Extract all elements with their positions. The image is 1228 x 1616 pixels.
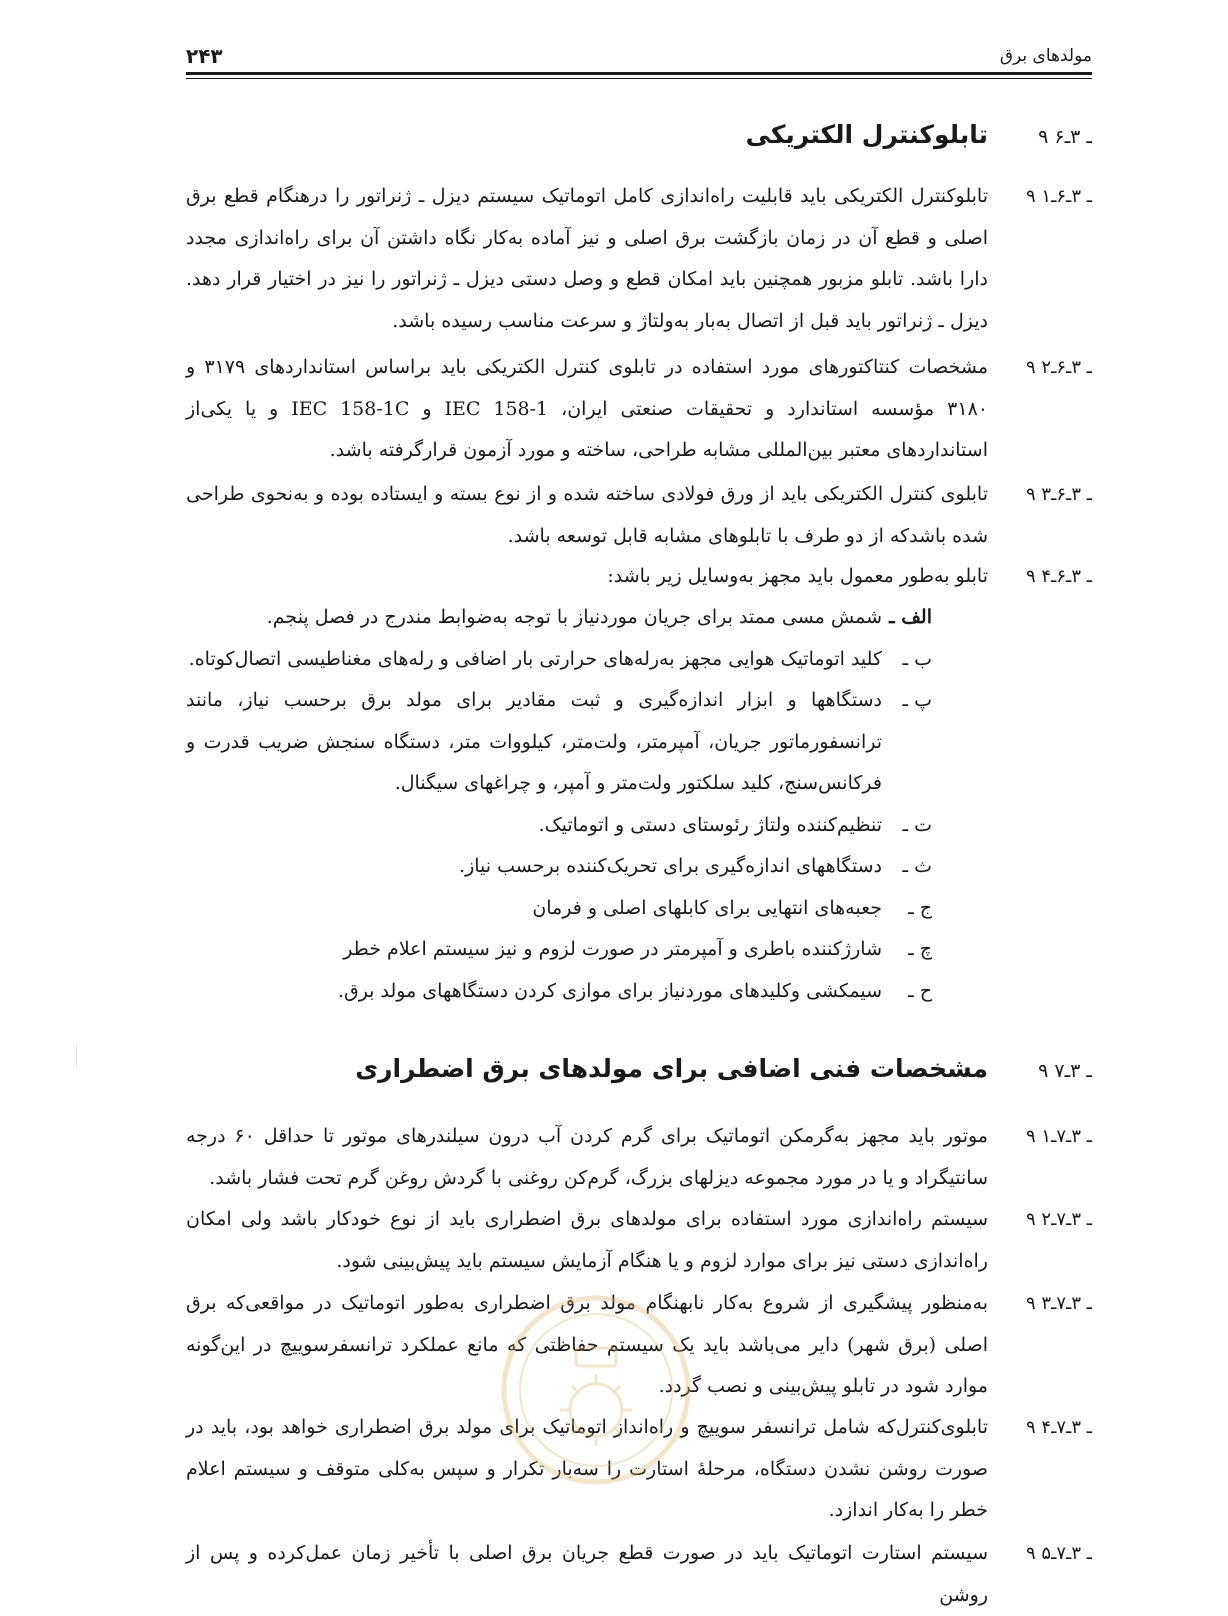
item-text: سیمکشی وکلیدهای موردنیاز برای موازی کردن دستگاههای مولد برق.: [337, 979, 882, 1002]
clause: [186, 556, 1092, 598]
item-marker: پ ـ: [902, 689, 932, 711]
item-text: جعبه‌های انتهایی برای کابلهای اصلی و فرمان: [532, 896, 882, 919]
clause-text: سیستم راه‌اندازی مورد استفاده برای مولدهای برق اضطراری باید از نوع خودکار باشد ولی امکان راه‌اندازی دستی نیز برای موارد لزوم و یا هنگام آزمایش سیستم باید پیش‌بینی شود.: [186, 1208, 988, 1272]
watermark-seal-icon: [496, 1290, 696, 1490]
list-item: [186, 929, 1092, 971]
list-item: [186, 846, 1092, 888]
clause: [186, 1533, 1092, 1616]
equipment-list: [186, 597, 1092, 1012]
list-item: [186, 680, 1092, 805]
clause-number: ۹ ـ ۳ـ۶ـ۴: [1026, 566, 1092, 587]
clause-text: تابلوی‌کنترل‌که شامل ترانسفر سوییچ و راه‌انداز اتوماتیک برای مولد برق اضطراری خواهد بود، باید در صورت روشن نشدن دستگاه، مرحلهٔ استارت را سه‌بار تکرار و سپس به‌کلی متوقف و سیستم اعلام خطر را به‌کار اندازد.: [186, 1416, 988, 1521]
clause-number: ۹ ـ ۳ـ۶ـ۱: [1026, 186, 1092, 207]
clause-text: تابلو به‌طور معمول باید مجهز به‌وسایل زیر باشد:: [607, 565, 988, 587]
list-item: [186, 639, 1092, 681]
list-item: [186, 597, 1092, 639]
clause-number: ۹ ـ ۳ـ۷ـ۲: [1026, 1209, 1092, 1230]
list-item: [186, 805, 1092, 847]
clause-number: ۹ ـ ۳ـ۶ـ۳: [1026, 484, 1092, 505]
section-title: مشخصات فنی اضافی برای مولدهای برق اضطراری: [355, 1054, 988, 1083]
clause: [186, 347, 1092, 472]
list-item: [186, 888, 1092, 930]
item-text: دستگاهها و ابزار اندازه‌گیری و ثبت مقادیر برای مولد برق برحسب نیاز، مانند ترانسفورماتور جریان، آمپرمتر، ولت‌متر، کیلووات متر، دستگاه سنجش ضریب قدرت و فرکانس‌سنج، کلید سلکتور ولت‌متر و آمپر، و چراغهای سیگنال.: [186, 689, 882, 794]
scan-mark: [76, 1044, 77, 1068]
clause: [186, 176, 1092, 342]
section-number: ۹ ـ ۳ـ۷: [1038, 1060, 1092, 1082]
page-number: ۲۴۳: [186, 44, 223, 68]
clause-text: سیستم استارت اتوماتیک باید در صورت قطع جریان برق اصلی با تأخیر زمان عمل‌کرده و پس از روشن: [186, 1542, 988, 1606]
item-text: شمش مسی ممتد برای جریان موردنیاز با توجه به‌ضوابط مندرج در فصل پنجم.: [266, 606, 882, 628]
header-rule-thick: [186, 72, 1092, 75]
clause-text: به‌منظور پیشگیری از شروع به‌کار نابهنگام مولد برق اضطراری به‌طور اتوماتیک در مواقعی‌که برق اصلی (برق شهر) دایر می‌باشد باید یک سیستم حفاظتی که مانع عملکرد ترانسفرسوییچ در این‌گونه موارد شود در تابلو پیش‌بینی و نصب گردد.: [186, 1292, 988, 1397]
clause-number: ۹ ـ ۳ـ۷ـ۳: [1026, 1293, 1092, 1314]
item-text: کلید اتوماتیک هوایی مجهز به‌رله‌های حرارتی بار اضافی و رله‌های مغناطیسی اتصال‌کوتاه.: [188, 647, 882, 670]
item-marker: الف ـ: [889, 606, 932, 628]
clause-text: تابلوی کنترل الکتریکی باید از ورق فولادی ساخته شده و از نوع بسته و ایستاده بوده و به‌نحوی طراحی شده باشد‌که از دو طرف با تابلوهای مشابه قابل توسعه باشد.: [186, 483, 988, 547]
section-heading: [186, 1054, 1092, 1090]
page-header: [186, 42, 1092, 72]
clause-text: موتور باید مجهز به‌گرمکن اتوماتیک برای گرم کردن آب درون سیلندرهای موتور تا حداقل ۶۰ درجه سانتیگراد و یا در مورد مجموعه دیزلهای بزرگ، گرم‌کن روغنی با گردش روغن گرم تحت فشار باشد.: [186, 1125, 988, 1189]
item-text: تنظیم‌کننده ولتاژ رئوستای دستی و اتوماتیک.: [538, 813, 882, 836]
clause-number: ۹ ـ ۳ـ۶ـ۲: [1026, 357, 1092, 378]
item-marker: ح ـ: [908, 979, 932, 1002]
item-text: شارژکننده باطری و آمپرمتر در صورت لزوم و نیز سیستم اعلام خطر: [343, 938, 882, 960]
clause-number: ۹ ـ ۳ـ۷ـ۱: [1026, 1126, 1092, 1147]
item-marker: ث ـ: [902, 855, 932, 877]
section-title: تابلوکنترل الکتریکی: [745, 120, 988, 149]
item-text: دستگاههای اندازه‌گیری برای تحریک‌کننده برحسب نیاز.: [459, 855, 882, 877]
item-marker: ت ـ: [902, 813, 932, 836]
item-marker: چ ـ: [908, 938, 932, 960]
clause: [186, 1116, 1092, 1199]
clause-text: تابلوکنترل الکتریکی باید قابلیت راه‌اندازی کامل اتوماتیک سیستم دیزل ـ ژنراتور را درهنگام قطع برق اصلی و قطع آن در زمان بازگشت برق اصلی و نیز آماده به‌کار نگاه داشتن آن برای راه‌اندازی مجدد دارا باشد. تابلو مزبور همچنین باید امکان قطع و وصل دستی دیزل ـ ژنراتور را نیز در اختیار قرار دهد. دیزل ـ ژنراتور باید قبل از اتصال به‌بار به‌ولتاژ و سرعت مناسب رسیده باشد.: [186, 185, 988, 332]
item-marker: ج ـ: [908, 896, 932, 919]
clause-text: مشخصات کنتاکتورهای مورد استفاده در تابلوی کنترل الکتریکی باید براساس استانداردهای ۳۱۷۹ و ۳۱۸۰ مؤسسه استاندارد و تحقیقات صنعتی ایران، IEC 158-1 و IEC 158-1C و یا یکی‌از استانداردهای معتبر بین‌المللی مشابه طراحی، ساخته و مورد آزمون قرارگرفته باشد.: [186, 356, 988, 461]
clause: [186, 474, 1092, 557]
list-item: [186, 971, 1092, 1013]
clause-number: ۹ ـ ۳ـ۷ـ۴: [1026, 1417, 1092, 1438]
header-rule-thin: [186, 78, 1092, 79]
running-title: مولدهای برق: [999, 46, 1092, 66]
section-heading: [186, 120, 1092, 156]
clause: [186, 1199, 1092, 1282]
section-number: ۹ ـ ۳ـ۶: [1038, 126, 1092, 148]
item-marker: ب ـ: [902, 647, 932, 670]
clause-number: ۹ ـ ۳ـ۷ـ۵: [1026, 1543, 1092, 1564]
